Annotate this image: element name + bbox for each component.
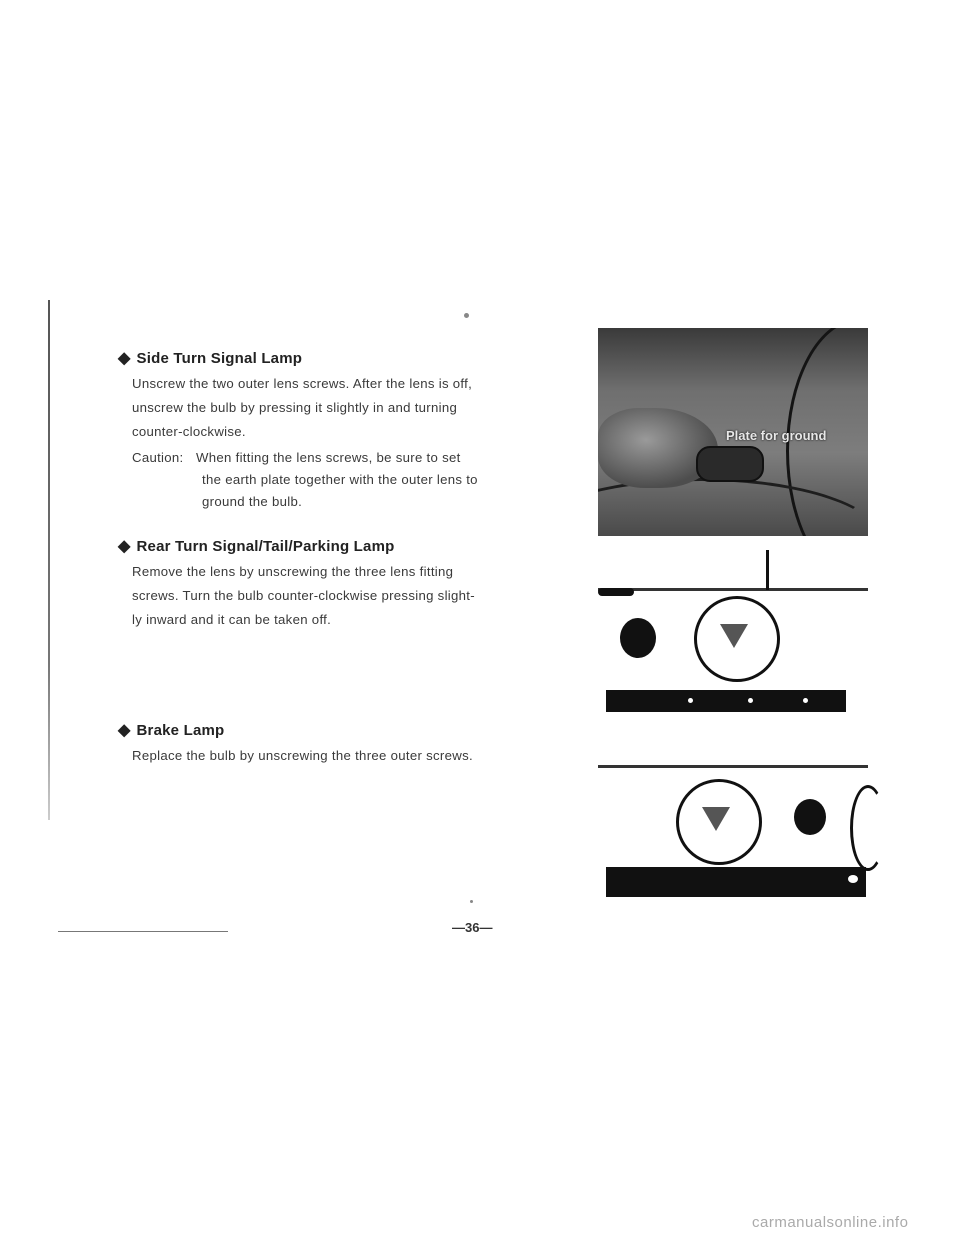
socket-hole-icon — [794, 799, 826, 835]
body-line: screws. Turn the bulb counter-clockwise pressing slight- — [132, 588, 475, 603]
screw-hole — [688, 698, 693, 703]
figure-line — [598, 588, 868, 591]
diamond-bullet-icon: ◆ — [118, 537, 131, 555]
section-heading — [118, 350, 568, 367]
figure-base-bar — [606, 867, 866, 897]
bulb-triangle-icon — [702, 807, 730, 831]
screw-hole — [848, 875, 858, 883]
body-line: counter-clockwise. — [132, 424, 246, 439]
caution-line: ground the bulb. — [202, 494, 303, 509]
scan-speck — [470, 900, 473, 903]
section-brake-lamp — [118, 722, 568, 769]
body-line: Replace the bulb by unscrewing the three outer screws. — [132, 748, 473, 763]
photo-side-turn-signal — [598, 328, 868, 536]
photo-label: Plate for ground — [726, 428, 827, 443]
heading-text: Side Turn Signal Lamp — [136, 350, 303, 367]
diamond-bullet-icon: ◆ — [118, 349, 131, 367]
section-heading — [118, 722, 568, 739]
section-rear-turn-signal — [118, 538, 568, 633]
caution-block — [132, 447, 568, 513]
figure-base-bar — [606, 690, 846, 712]
figure-rear-lamp — [598, 540, 868, 720]
caution-line: the earth plate together with the outer lens to — [202, 472, 478, 487]
page-number: —36— — [452, 920, 493, 935]
heading-text: Rear Turn Signal/Tail/Parking Lamp — [136, 538, 395, 555]
left-margin-line — [48, 300, 50, 820]
diamond-bullet-icon: ◆ — [118, 721, 131, 739]
heading-text: Brake Lamp — [136, 722, 225, 739]
body-line: unscrew the bulb by pressing it slightly in and turning — [132, 400, 458, 415]
figure-brake-lamp — [598, 755, 868, 905]
socket-hole-icon — [620, 618, 656, 658]
figure-line — [598, 765, 868, 768]
watermark: carmanualsonline.info — [752, 1214, 909, 1231]
body-line: ly inward and it can be taken off. — [132, 612, 332, 627]
body-line: Remove the lens by unscrewing the three lens fitting — [132, 564, 454, 579]
section-side-turn-signal — [118, 350, 568, 513]
section-heading — [118, 538, 568, 555]
figure-shape — [598, 588, 634, 596]
lamp-ring-partial — [850, 785, 886, 871]
caution-line: When fitting the lens screws, be sure to set — [196, 450, 461, 465]
scan-speck — [464, 313, 469, 318]
bulb-triangle-icon — [720, 624, 748, 648]
screw-hole — [748, 698, 753, 703]
caution-label: Caution: — [132, 450, 184, 465]
side-lamp-shape — [696, 446, 764, 482]
body-line: Unscrew the two outer lens screws. After the lens is off, — [132, 376, 473, 391]
screw-hole — [803, 698, 808, 703]
bottom-rule — [58, 931, 228, 932]
figure-line — [766, 550, 769, 590]
